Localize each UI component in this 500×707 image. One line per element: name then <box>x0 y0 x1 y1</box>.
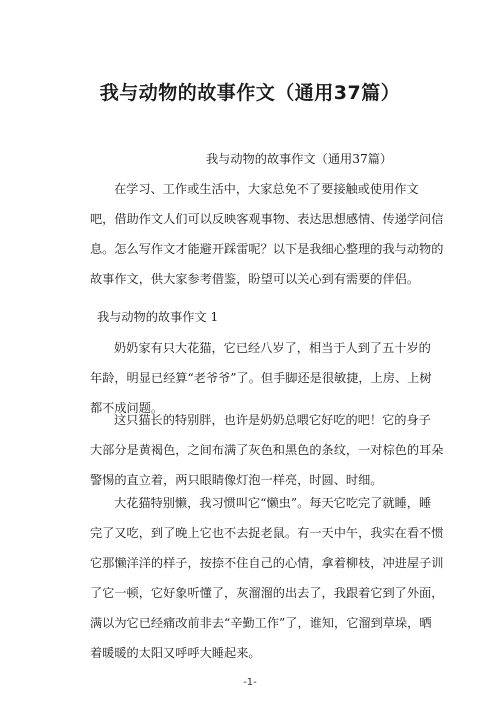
story-paragraph-3 <box>90 488 443 668</box>
paragraph-line: 完了又吃，到了晚上它也不去捉老鼠。有一天中午，我实在看不惯 <box>90 526 444 540</box>
section-heading: 我与动物的故事作文 1 <box>97 310 219 324</box>
paragraph-line: 警惕的直立着，两只眼睛像灯泡一样亮，时圆、时细。 <box>90 473 383 487</box>
intro-line: 在学习、工作或生活中，大家总免不了要接触或使用作文 <box>114 182 419 196</box>
paragraph-line: 都不成问题。 <box>90 401 164 415</box>
paragraph-line: 大部分是黄褐色，之间布满了灰色和黑色的条纹，一对棕色的耳朵 <box>90 443 444 457</box>
paragraph-line: 它那懒洋洋的样子，按捺不住自己的心情，拿着柳枝，冲进屋子训 <box>90 556 444 570</box>
intro-line: 息。怎么写作文才能避开踩雷呢？以下是我细心整理的我与动物的 <box>90 242 444 256</box>
intro-line: 故事作文，供大家参考借鉴，盼望可以关心到有需要的伴侣。 <box>90 272 420 286</box>
intro-line: 吧，借助作文人们可以反映客观事物、表达思想感情、传递学问信 <box>90 212 444 226</box>
document-title: 我与动物的故事作文（通用37篇） <box>99 82 401 104</box>
paragraph-line: 满以为它已经痛改前非去“辛勤工作”了，谁知，它溜到草垛，晒 <box>90 616 432 630</box>
document-subtitle: 我与动物的故事作文（通用37篇） <box>206 152 393 166</box>
paragraph-line: 了它一顿，它好象听懂了，灰溜溜的出去了，我跟着它到了外面， <box>90 586 444 600</box>
paragraph-line: 着暖暖的太阳又呼呼大睡起来。 <box>90 646 261 660</box>
paragraph-line: 奶奶家有只大花猫，它已经八岁了，相当于人到了五十岁的 <box>114 341 431 355</box>
intro-paragraph <box>90 174 444 294</box>
page-number: -1- <box>243 677 257 688</box>
paragraph-line: 大花猫特别懒，我习惯叫它“懒虫”。每天它吃完了就睡，睡 <box>114 496 432 510</box>
paragraph-line: 年龄，明显已经算“老爷爷”了。但手脚还是很敏捷，上房、上树 <box>90 371 432 385</box>
paragraph-line: 这只猫长的特别胖，也许是奶奶总喂它好吃的吧！它的身子 <box>114 413 431 427</box>
story-paragraph-2 <box>90 405 443 495</box>
